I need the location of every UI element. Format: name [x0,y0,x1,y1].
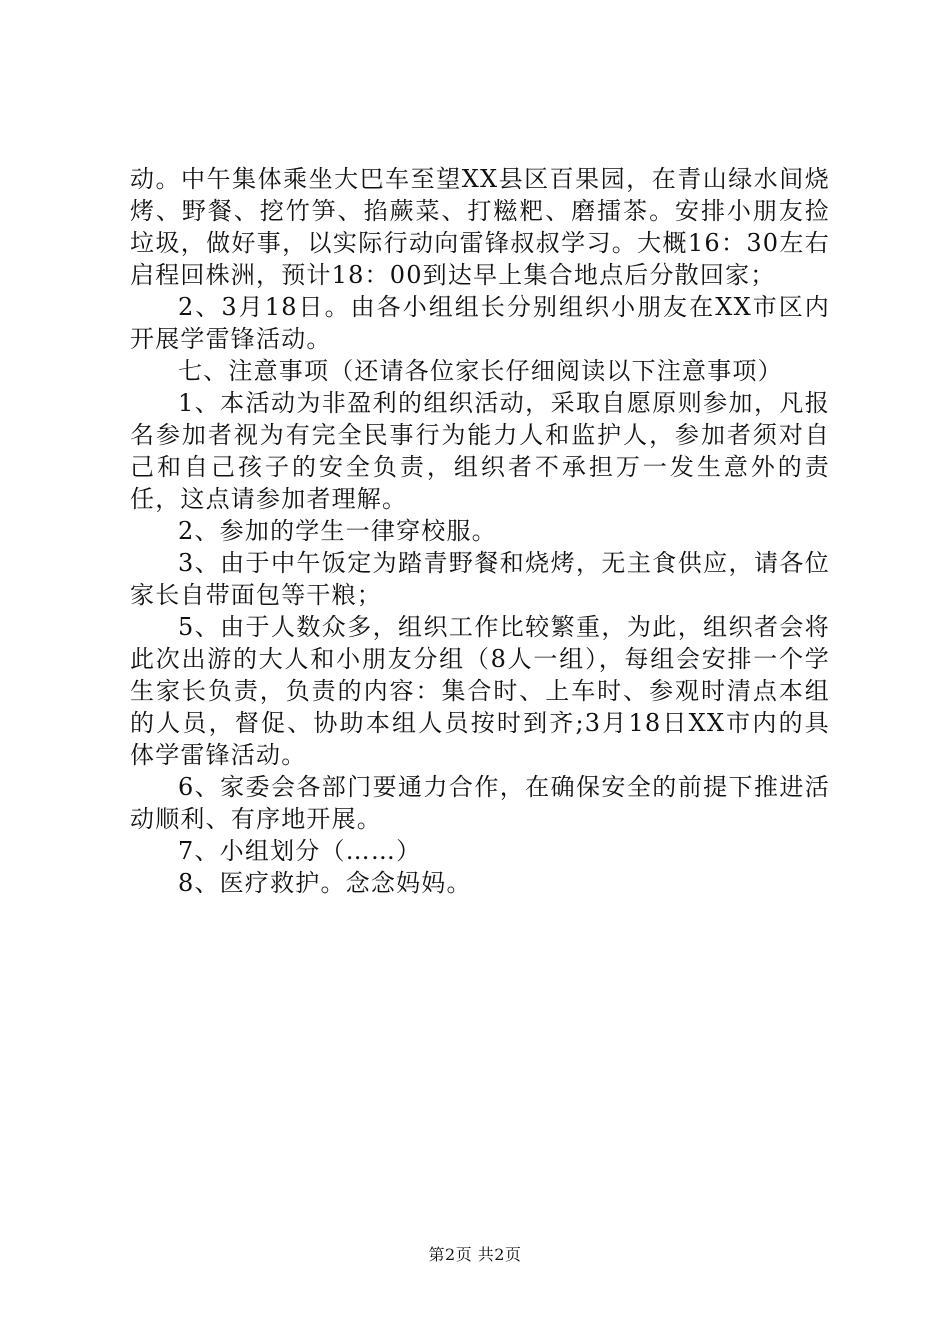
section-heading-notes: 七、注意事项（还请各位家长仔细阅读以下注意事项） [178,357,783,385]
paragraph-note-8: 8、医疗救护。念念妈妈。 [178,869,472,897]
paragraph-note-2: 2、参加的学生一律穿校服。 [178,517,497,545]
paragraph-note-1: 1、本活动为非盈利的组织活动，采取自愿原则参加，凡报名参加者视为有完全民事行为能力人和监护人，参加者须对自己和自己孩子的安全负责，组织者不承担万一发生意外的责任，这点请参加者理解。 [130,389,830,513]
page-footer [0,1245,950,1265]
paragraph-march-18: 2、3月18日。由各小组组长分别组织小朋友在XX市区内开展学雷锋活动。 [130,293,830,353]
paragraph-note-3: 3、由于中午饭定为踏青野餐和烧烤，无主食供应，请各位家长自带面包等干粮； [130,549,830,609]
paragraph-note-5: 5、由于人数众多，组织工作比较繁重，为此，组织者会将此次出游的大人和小朋友分组（8人一组），每组会安排一个学生家长负责，负责的内容：集合时、上车时、参观时清点本组的人员，督促、协助本组人员按时到齐;3月18日XX市内的具体学雷锋活动。 [130,613,830,769]
paragraph-note-7: 7、小组划分（……） [178,837,422,865]
paragraph-activity-continued: 动。中午集体乘坐大巴车至望XX县区百果园，在青山绿水间烧烤、野餐、挖竹笋、掐蕨菜、打糍粑、磨擂茶。安排小朋友捡垃圾，做好事，以实际行动向雷锋叔叔学习。大概16：30左右启程回株洲，预计18：00到达早上集合地点后分散回家； [130,165,830,289]
document-body [130,163,830,899]
page-number-label: 第2页 共2页 [428,1245,522,1264]
paragraph-note-6: 6、家委会各部门要通力合作，在确保安全的前提下推进活动顺利、有序地开展。 [130,773,830,833]
